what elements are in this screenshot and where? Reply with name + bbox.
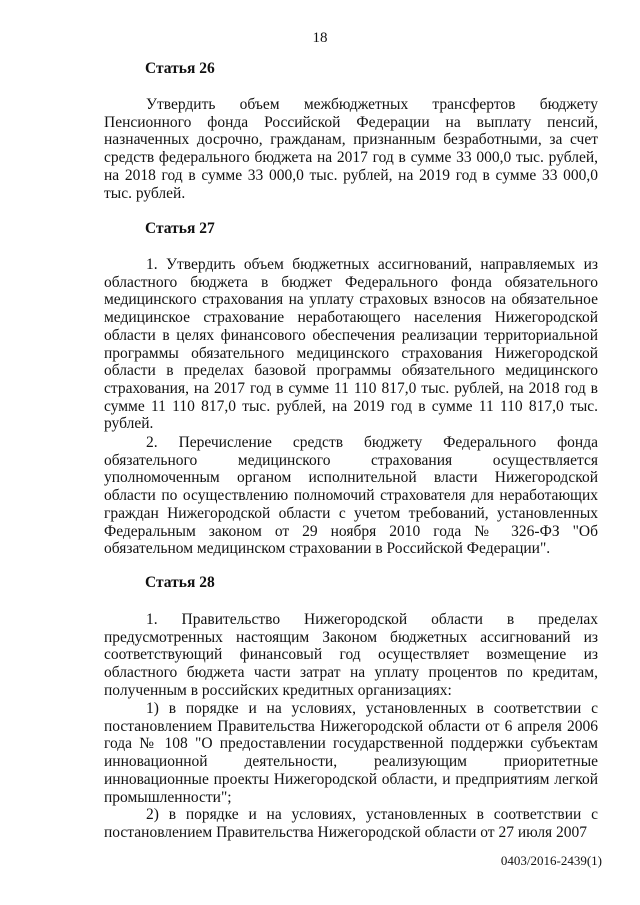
article-28-paragraph-1: 1. Правительство Нижегородской области в пределах предусмотренных настоящим Законом бюджетных ассигнований из соответствующий финансовый год осуществляет возмещение из областного бюджета части затрат на уплату процентов по кредитам, полученным в российских кредитных организациях: (104, 611, 598, 699)
article-27-paragraph-1: 1. Утвердить объем бюджетных ассигнований, направляемых из областного бюджета в бюджет Федерального фонда обязательного медицинского страхования на уплату страховых взносов на обязательное медицинское страхование неработающего населения Нижегородской области в целях финансового обеспечения реализации территориальной программы обязательного медицинского страхования Нижегородской области в пределах базовой программы обязательного медицинского страхования, на 2017 год в сумме 11 110 817,0 тыс. рублей, на 2018 год в сумме 11 110 817,0 тыс. рублей, на 2019 год в сумме 11 110 817,0 тыс. рублей. (104, 256, 598, 433)
article-28-subitem-2: 2) в порядке и на условиях, установленных в соответствии с постановлением Правительства Нижегородской области от 27 июля 2007 (104, 806, 598, 841)
article-28-heading: Статья 28 (145, 574, 215, 591)
page-number: 18 (312, 30, 328, 46)
article-26-heading: Статья 26 (145, 60, 215, 77)
document-code: 0403/2016-2439(1) (500, 853, 602, 868)
article-27-heading: Статья 27 (145, 220, 215, 237)
article-27-paragraph-2: 2. Перечисление средств бюджету Федерального фонда обязательного медицинского страхования осуществляется уполномоченным органом исполнительной власти Нижегородской области по осуществлению полномочий страхователя для неработающих граждан Нижегородской области с учетом требований, установленных Федеральным законом от 29 ноября 2010 года № 326-ФЗ "Об обязательном медицинском страховании в Российской Федерации". (104, 434, 598, 558)
article-26-paragraph-1: Утвердить объем межбюджетных трансфертов бюджету Пенсионного фонда Российской Федерации на выплату пенсий, назначенных досрочно, гражданам, признанным безработными, за счет средств федерального бюджета на 2017 год в сумме 33 000,0 тыс. рублей, на 2018 год в сумме 33 000,0 тыс. рублей, на 2019 год в сумме 33 000,0 тыс. рублей. (104, 96, 598, 202)
article-28-subitem-1: 1) в порядке и на условиях, установленных в соответствии с постановлением Правительства Нижегородской области от 6 апреля 2006 года № 108 "О предоставлении государственной поддержки субъектам инновационной деятельности, реализующим приоритетные инновационные проекты Нижегородской области, и предприятиям легкой промышленности"; (104, 700, 598, 806)
